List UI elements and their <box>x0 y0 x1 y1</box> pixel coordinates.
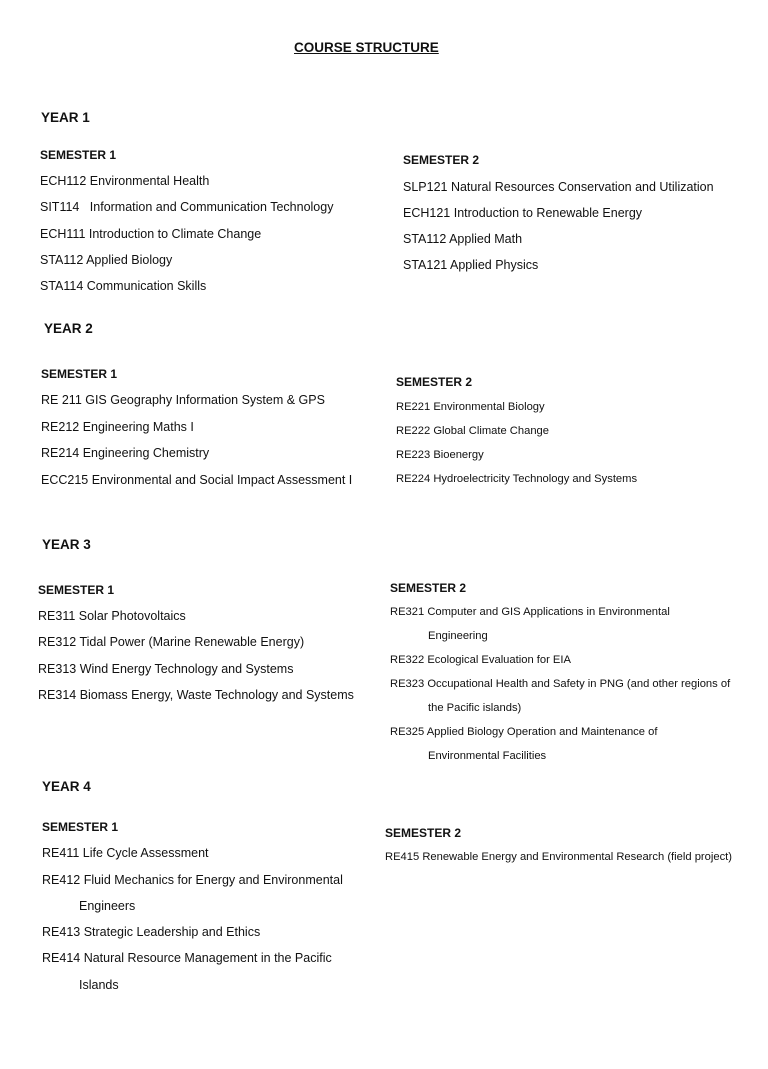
year-2-semester-2-heading: SEMESTER 2 <box>396 375 473 389</box>
year-1-semester-2-heading: SEMESTER 2 <box>403 153 480 167</box>
course-item: RE412 Fluid Mechanics for Energy and Environmental <box>42 873 343 887</box>
course-item: RE321 Computer and GIS Applications in Environmental <box>390 606 670 618</box>
course-item-continued: Engineers <box>79 899 136 913</box>
course-item-continued: Engineering <box>428 630 488 642</box>
year-4-semester-2-heading: SEMESTER 2 <box>385 826 462 840</box>
course-item: RE415 Renewable Energy and Environmental Research (field project) <box>385 851 732 863</box>
course-item: RE 211 GIS Geography Information System & GPS <box>41 393 325 407</box>
course-item: STA112 Applied Math <box>403 232 523 246</box>
course-item: RE222 Global Climate Change <box>396 425 549 437</box>
course-item: ECH121 Introduction to Renewable Energy <box>403 206 643 220</box>
course-item-continued: the Pacific islands) <box>428 702 522 714</box>
course-item: RE413 Strategic Leadership and Ethics <box>42 925 261 939</box>
course-item: RE414 Natural Resource Management in the Pacific <box>42 951 332 965</box>
course-item: RE411 Life Cycle Assessment <box>42 846 209 860</box>
course-item: RE212 Engineering Maths I <box>41 420 194 434</box>
year-4-heading: YEAR 4 <box>42 779 91 794</box>
year-1-heading: YEAR 1 <box>41 110 90 125</box>
year-1-semester-1-heading: SEMESTER 1 <box>40 148 117 162</box>
course-item: RE313 Wind Energy Technology and Systems <box>38 662 294 676</box>
course-item: SIT114 Information and Communication Technology <box>40 200 334 214</box>
course-item: STA112 Applied Biology <box>40 253 173 267</box>
course-item: RE314 Biomass Energy, Waste Technology and Systems <box>38 688 354 702</box>
course-item: RE223 Bioenergy <box>396 449 484 461</box>
course-item: ECC215 Environmental and Social Impact Assessment I <box>41 473 353 487</box>
course-item-continued: Islands <box>79 978 119 992</box>
page-title: COURSE STRUCTURE <box>294 40 439 55</box>
course-item: ECH112 Environmental Health <box>40 174 210 188</box>
year-2-heading: YEAR 2 <box>44 321 93 336</box>
course-item-continued: Environmental Facilities <box>428 750 547 762</box>
year-2-semester-1-heading: SEMESTER 1 <box>41 367 118 381</box>
year-4-semester-1-heading: SEMESTER 1 <box>42 820 119 834</box>
course-item: RE224 Hydroelectricity Technology and Systems <box>396 473 638 485</box>
course-item: RE322 Ecological Evaluation for EIA <box>390 654 571 666</box>
course-item: STA121 Applied Physics <box>403 258 539 272</box>
course-item: RE312 Tidal Power (Marine Renewable Energy) <box>38 635 305 649</box>
course-item: RE323 Occupational Health and Safety in PNG (and other regions of <box>390 678 731 690</box>
course-item: ECH111 Introduction to Climate Change <box>40 227 262 241</box>
course-item: SLP121 Natural Resources Conservation and Utilization <box>403 180 714 194</box>
course-item: RE325 Applied Biology Operation and Maintenance of <box>390 726 658 738</box>
course-item: RE214 Engineering Chemistry <box>41 446 210 460</box>
year-3-semester-2-heading: SEMESTER 2 <box>390 581 467 595</box>
year-3-semester-1-heading: SEMESTER 1 <box>38 583 115 597</box>
course-item: STA114 Communication Skills <box>40 279 207 293</box>
year-3-heading: YEAR 3 <box>42 537 91 552</box>
course-item: RE221 Environmental Biology <box>396 401 545 413</box>
course-item: RE311 Solar Photovoltaics <box>38 609 186 623</box>
